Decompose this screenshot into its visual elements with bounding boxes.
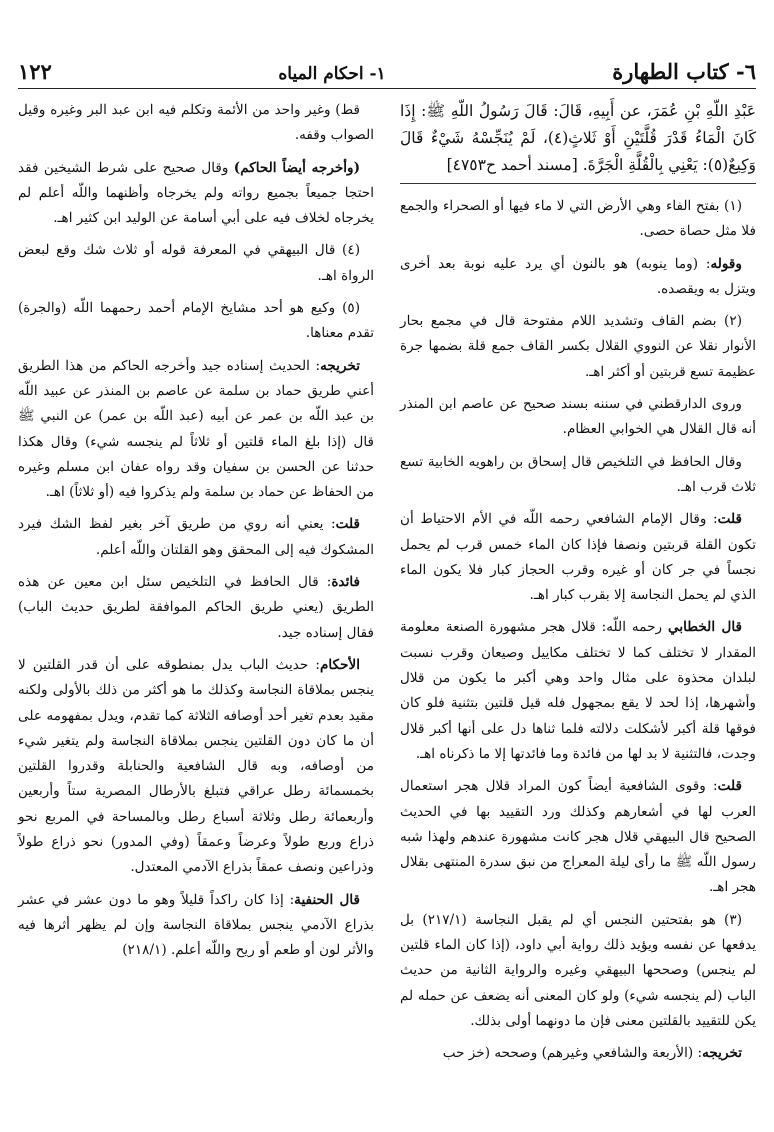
right-column-paragraph — [400, 194, 756, 245]
text-columns — [18, 98, 756, 1112]
left-column-paragraph — [18, 888, 374, 964]
right-column — [400, 98, 756, 1074]
paragraph-text: (٣) هو بفتحتين النجس أي لم يقبل النجاسة (٢١٧/١) بل يدفعها عن نفسه ويؤيد ذلك رواية أبي داود، (إذا كان الماء قلتين لم ينجس) وصححها البيهقي وغيره والرواية الثانية من حديث الباب (لم ينجسه شيء) ولو كان المعنى أنه يضعف عن حمله لم يكن للتقييد بالقلتين معنى فإن ما دونهما أولى بذلك. — [400, 911, 756, 1029]
left-column-paragraph — [18, 512, 374, 563]
left-column-paragraph — [18, 570, 374, 646]
paragraph-lead: قلت — [335, 516, 360, 533]
paragraph-text: : وقوى الشافعية أيضاً كون المراد قلال هجر استعمال العرب لها في أشعارهم وكذلك ورد التقييد بها في الحديث الصحيح قال البيهقي قلال هجر كانت مشهورة عندهم ولهذا شبه رسول اللّه ﷺ ما رأى ليلة المعراج من نبق سدرة المنتهى بقلال هجر اهـ. — [400, 778, 756, 896]
right-column-paragraph — [400, 252, 756, 303]
paragraph-text: : الحديث إسناده جيد وأخرجه الحاكم من هذا الطريق أعني طريق حماد بن سلمة عن عاصم بن المنذر عن عبيد اللّه بن عبد اللّه بن عمر عن أبيه (عبد اللّه بن عمر) عن النبي ﷺ قال (إذا بلغ الماء قلتين أو ثلاثاً لم ينجسه شيء) وقال هكذا حدثنا عن الحسن بن سفيان وقد رواه عفان ابن مسلم وغيره من الحفاظ عن حماد بن سلمة ولم يذكروا فيه (أو ثلاثاً) اهـ. — [18, 357, 374, 501]
paragraph-text: : وقال الإمام الشافعي رحمه اللّه في الأم الاحتياط أن تكون القلة قربتين ونصفا فإذا كان الماء خمس قرب لم يحمل نجساً في جر كان أو غيره وقرب الحجاز كبار فلا يكون الماء الذي لم يحمل النجاسة إلا بقرب كبار اهـ. — [400, 511, 756, 604]
left-column-paragraph — [18, 156, 374, 232]
right-column-paragraph — [400, 392, 756, 443]
paragraph-text: وقال صحيح على شرط الشيخين فقد احتجا جميعاً بجميع رواته ولم يخرجاه وأظنهما واللّه أعلم لم يخرجاه لخلاف فيه على أبي أسامة عن الوليد ابن كثير اهـ. — [18, 159, 374, 227]
page-header — [18, 52, 756, 89]
paragraph-text: رحمه اللّه: قلال هجر مشهورة الصنعة معلومة المقدار لا تختلف كما لا تختلف مكاييل وصيعان وقرب نسبت لبلدان محذوة على مثال واحد وهي أكبر ما يكون من قلال وأشهرها، إذا لحد لا يقع بمجهول فله قيل قلتين بتثنية فلو كان فوقها قلة أكبر لأشكلت دلالته فلما ثناها دل على أنها أكبر قلال وجدت، فالتثنية لا بد لها من فائدة وما فائدتها إلا ما ذكرناه اهـ. — [400, 619, 756, 762]
paragraph-text: (٢) بضم القاف وتشديد اللام مفتوحة قال في مجمع بحار الأنوار نقلا عن النووي القلال بكسر القاف جمع قلة بضمها جرة عظيمة تسع قربتين أو أكثر اهـ. — [400, 313, 756, 380]
paragraph-text: وروى الدارقطني في سننه بسند صحيح عن عاصم ابن المنذر أنه قال القلال هي الخوابي العظام. — [400, 396, 756, 438]
left-column-paragraph — [18, 653, 374, 881]
paragraph-text: وقال الحافظ في التلخيص قال إسحاق بن راهويه الخابية تسع ثلاث قرب اهـ. — [400, 453, 756, 495]
paragraph-lead: وقوله — [710, 255, 742, 272]
paragraph-lead: قلت — [717, 511, 742, 528]
chapter-title: ٦- كتاب الطهارة — [612, 59, 756, 84]
right-column-paragraph — [400, 309, 756, 385]
paragraph-text: (١) بفتح الفاء وهي الأرض التي لا ماء فيها أو الصحراء والجمع فلا مثل حصاة حصى. — [400, 198, 756, 240]
right-column-paragraph — [400, 1041, 756, 1066]
right-column-paragraph — [400, 908, 756, 1034]
left-column-paragraph — [18, 296, 374, 347]
right-column-paragraph — [400, 507, 756, 608]
paragraph-text: : حديث الباب يدل بمنطوقه على أن قدر القلتين لا ينجس بملاقاة النجاسة وكذلك ما هو أكثر من ذلك بالأولى ولكنه مقيد بعدم تغير أحد أوصافه الثلاثة كما تقدم، ويدل بمفهومه على أن ما كان دون القلتين ينجس بملاقاة النجاسة ولم يتغير شيء من أوصافه، وبه قال الشافعية والحنابلة وقدروا القلتين بخمسمائة رطل عراقي فتبلغ بالأرطال المصرية ستاً وأربعين وأربعمائة رطل وثلاثة أسباع رطل وبالمساحة في المربع نحو ذراع وربع طولاً وعرضاً وعمقاً (وفي المدور) نحو ذراع طولاً وذراعين ونصف عمقاً بذراع الآدمي المعتدل. — [18, 656, 374, 876]
left-column-paragraph — [18, 98, 374, 149]
paragraph-text: عَبْدِ اللّهِ بْنِ عُمَرَ، عن أَبِيهِ، قَالَ: قَالَ رَسُولُ اللّهِ ﷺ: إِذَا كَانَ الْمَاءُ قَدْرَ قُلَّتَيْنِ أَوْ ثَلاثٍ(٤)، لَمْ يُنَجِّسْهُ شَيْءٌ قَالَ وَكِيعٌ(٥): يَعْنِي بِالْقُلَّةِ الْجَرَّةَ. [مسند أحمد ح٤٧٥٣] — [400, 102, 756, 174]
page-number: ١٢٢ — [18, 59, 52, 84]
right-column-paragraph — [400, 774, 756, 900]
paragraph-text: قط) وغير واحد من الأئمة وتكلم فيه ابن عبد البر وغيره وقيل الصواب وقفه. — [18, 102, 374, 144]
paragraph-text: (٤) قال البيهقي في المعرفة قوله أو ثلاث شك وقع لبعض الرواة اهـ. — [18, 242, 374, 284]
book-page — [18, 52, 756, 1112]
footnote-divider — [400, 183, 756, 184]
paragraph-lead: الأحكام — [320, 656, 360, 673]
paragraph-text: : (وما ينوبه) هو بالنون أي يرد عليه نوبة بعد أخرى ويتزل به ويقصده. — [400, 255, 756, 297]
paragraph-text: (٥) وكيع هو أحد مشايخ الإمام أحمد رحمهما اللّه (والجرة) تقدم معناها. — [18, 300, 374, 342]
paragraph-lead: قال الحنفية — [294, 891, 360, 908]
paragraph-text: : يعني أنه روي من طريق آخر بغير لفظ الشك فيرد المشكوك فيه إلى المحقق وهو القلتان واللّه أعلم. — [18, 516, 374, 558]
paragraph-lead: فائدة — [331, 574, 360, 591]
left-column-paragraph — [18, 354, 374, 506]
paragraph-lead: تخريجه — [320, 357, 360, 374]
paragraph-lead: قلت — [717, 778, 742, 795]
left-column-paragraph — [18, 238, 374, 289]
section-title: ١- احكام المياه — [278, 64, 386, 84]
paragraph-text: : إذا كان راكداً قليلاً وهو ما دون عشر في عشر بذراع الآدمي ينجس بملاقاة النجاسة وإن لم يظهر أثرها فيه والأثر لون أو طعم أو ريح واللّه أعلم. (٢١٨/١) — [18, 891, 374, 959]
paragraph-lead: قال الخطابي — [668, 619, 742, 636]
right-column-paragraph — [400, 615, 756, 767]
left-column — [18, 98, 374, 971]
right-column-paragraph — [400, 450, 756, 501]
paragraph-text: : (الأربعة والشافعي وغيرهم) وصححه (خز حب — [442, 1045, 703, 1062]
paragraph-lead: (وأخرجه أيضاً الحاكم) — [233, 159, 361, 176]
right-column-paragraph — [400, 98, 756, 179]
paragraph-lead: تخريجه — [702, 1045, 742, 1062]
paragraph-text: : قال الحافظ في التلخيص سئل ابن معين عن هذه الطريق (يعني طريق الحاكم الموافقة لطريق حديث الباب) فقال إسناده جيد. — [18, 574, 374, 641]
